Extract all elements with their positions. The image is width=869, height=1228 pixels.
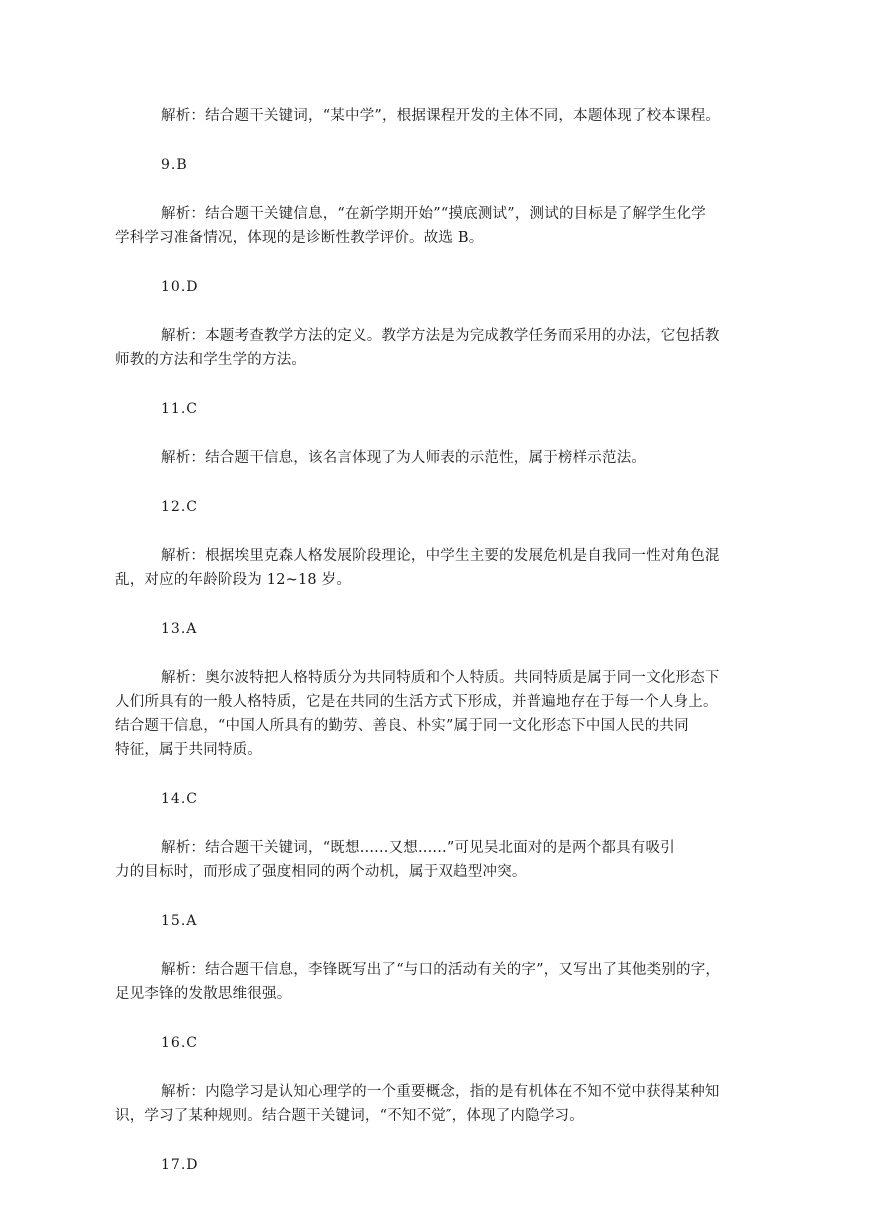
answer-12: 12.C — [161, 499, 198, 515]
analysis-13-line4: 特征，属于共同特质。 — [115, 742, 262, 758]
answer-15: 15.A — [161, 913, 198, 929]
analysis-12-line2: 乱，对应的年龄阶段为 12~18 岁。 — [115, 572, 352, 588]
analysis-11: 解析：结合题干信息，该名言体现了为人师表的示范性，属于榜样示范法。 — [161, 450, 647, 466]
answer-17: 17.D — [161, 1157, 199, 1173]
answer-11: 11.C — [161, 401, 198, 417]
analysis-15-line1: 解析：结合题干信息，李锋既写出了“与口的活动有关的字”，又写出了其他类别的字， — [161, 962, 721, 978]
analysis-9-line1: 解析：结合题干关键信息，“在新学期开始”“摸底测试”，测试的目标是了解学生化学 — [161, 206, 706, 222]
answer-10: 10.D — [161, 279, 199, 295]
document-body — [115, 104, 721, 1177]
analysis-14-line1: 解析：结合题干关键词，“既想......又想......”可见吴北面对的是两个都具有吸引 — [161, 840, 675, 856]
analysis-13-line1: 解析：奥尔波特把人格特质分为共同特质和个人特质。共同特质是属于同一文化形态下 — [161, 670, 720, 686]
analysis-14-line2: 力的目标时，而形成了强度相同的两个动机，属于双趋型冲突。 — [115, 864, 527, 880]
analysis-12-line1: 解析：根据埃里克森人格发展阶段理论，中学生主要的发展危机是自我同一性对角色混 — [161, 548, 720, 564]
answer-9: 9.B — [161, 157, 188, 173]
analysis-8: 解析：结合题干关键词，“某中学”，根据课程开发的主体不同，本题体现了校本课程。 — [161, 108, 721, 124]
analysis-15-line2: 足见李锋的发散思维很强。 — [115, 986, 292, 1002]
answer-16: 16.C — [161, 1035, 198, 1051]
analysis-10-line2: 师教的方法和学生学的方法。 — [115, 352, 307, 368]
answer-13: 13.A — [161, 621, 198, 637]
analysis-16-line1: 解析：内隐学习是认知心理学的一个重要概念，指的是有机体在不知不觉中获得某种知 — [161, 1084, 720, 1100]
analysis-10-line1: 解析：本题考查教学方法的定义。教学方法是为完成教学任务而采用的办法，它包括教 — [161, 328, 720, 344]
analysis-13-line3: 结合题干信息，“中国人所具有的勤劳、善良、朴实”属于同一文化形态下中国人民的共同 — [115, 718, 689, 734]
analysis-13-line2: 人们所具有的一般人格特质，它是在共同的生活方式下形成，并普遍地存在于每一个人身上。 — [115, 694, 718, 710]
analysis-9-line2: 学科学习准备情况，体现的是诊断性教学评价。故选 B。 — [115, 230, 484, 246]
analysis-16-line2: 识，学习了某种规则。结合题干关键词，“不知不觉″，体现了内隐学习。 — [115, 1108, 584, 1124]
answer-14: 14.C — [161, 791, 198, 807]
